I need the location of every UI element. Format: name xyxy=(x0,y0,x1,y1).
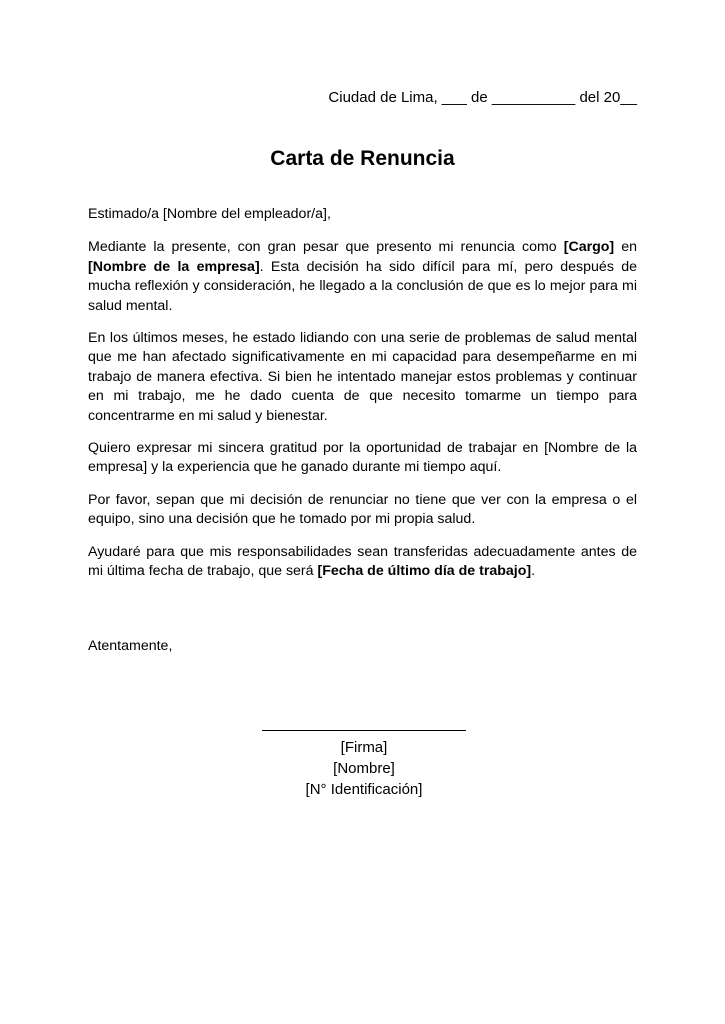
paragraph-transition xyxy=(88,543,637,582)
placeholder-fecha: [Fecha de último día de trabajo] xyxy=(317,563,532,580)
paragraph-resignation-text-1: Mediante la presente, con gran pesar que presento mi renuncia como xyxy=(88,239,564,256)
greeting: Estimado/a [Nombre del empleador/a], xyxy=(88,206,331,222)
letter-body xyxy=(88,205,637,595)
signature-identificacion: [N° Identificación] xyxy=(305,781,423,798)
signature-nombre: [Nombre] xyxy=(333,760,395,777)
paragraph-resignation-text-2: en xyxy=(614,239,637,256)
placeholder-empresa: [Nombre de la empresa] xyxy=(88,258,260,275)
paragraph-transition-text-2: . xyxy=(531,563,536,580)
paragraph-health: En los últimos meses, he estado lidiando con una serie de problemas de salud mental que me han afectado significativamente en mi capacidad para desempeñarme en mi trabajo de manera efectiva. Si bien he intentado manejar estos problemas y continuar en mi trabajo, me he dado cuenta de que necesito tomarme un tiempo para concentrarme en mi salud y bienestar. xyxy=(88,330,637,424)
date-line: Ciudad de Lima, ___ de __________ del 20__ xyxy=(328,89,637,106)
paragraph-resignation-text-3: . Esta decisión ha sido difícil para mí, pero después de mucha reflexión y consideración, he llegado a la conclusión de que es lo mejor para mi salud mental. xyxy=(88,258,637,314)
signature-block xyxy=(262,714,466,800)
paragraph-clarification: Por favor, sepan que mi decisión de renunciar no tiene que ver con la empresa o el equipo, sino una decisión que he tomado por mi propia salud. xyxy=(88,491,637,528)
closing: Atentamente, xyxy=(88,638,173,654)
signature-firma: [Firma] xyxy=(340,739,388,756)
paragraph-resignation xyxy=(88,238,637,316)
paragraph-transition-text-1: Ayudaré para que mis responsabilidades sean transferidas adecuadamente antes de mi última fecha de trabajo, que será xyxy=(88,543,637,580)
letter-title: Carta de Renuncia xyxy=(270,147,455,170)
placeholder-cargo: [Cargo] xyxy=(563,239,615,256)
signature-line xyxy=(262,730,466,731)
paragraph-gratitude: Quiero expresar mi sincera gratitud por la oportunidad de trabajar en [Nombre de la empresa] y la experiencia que he ganado durante mi tiempo aquí. xyxy=(88,440,637,476)
